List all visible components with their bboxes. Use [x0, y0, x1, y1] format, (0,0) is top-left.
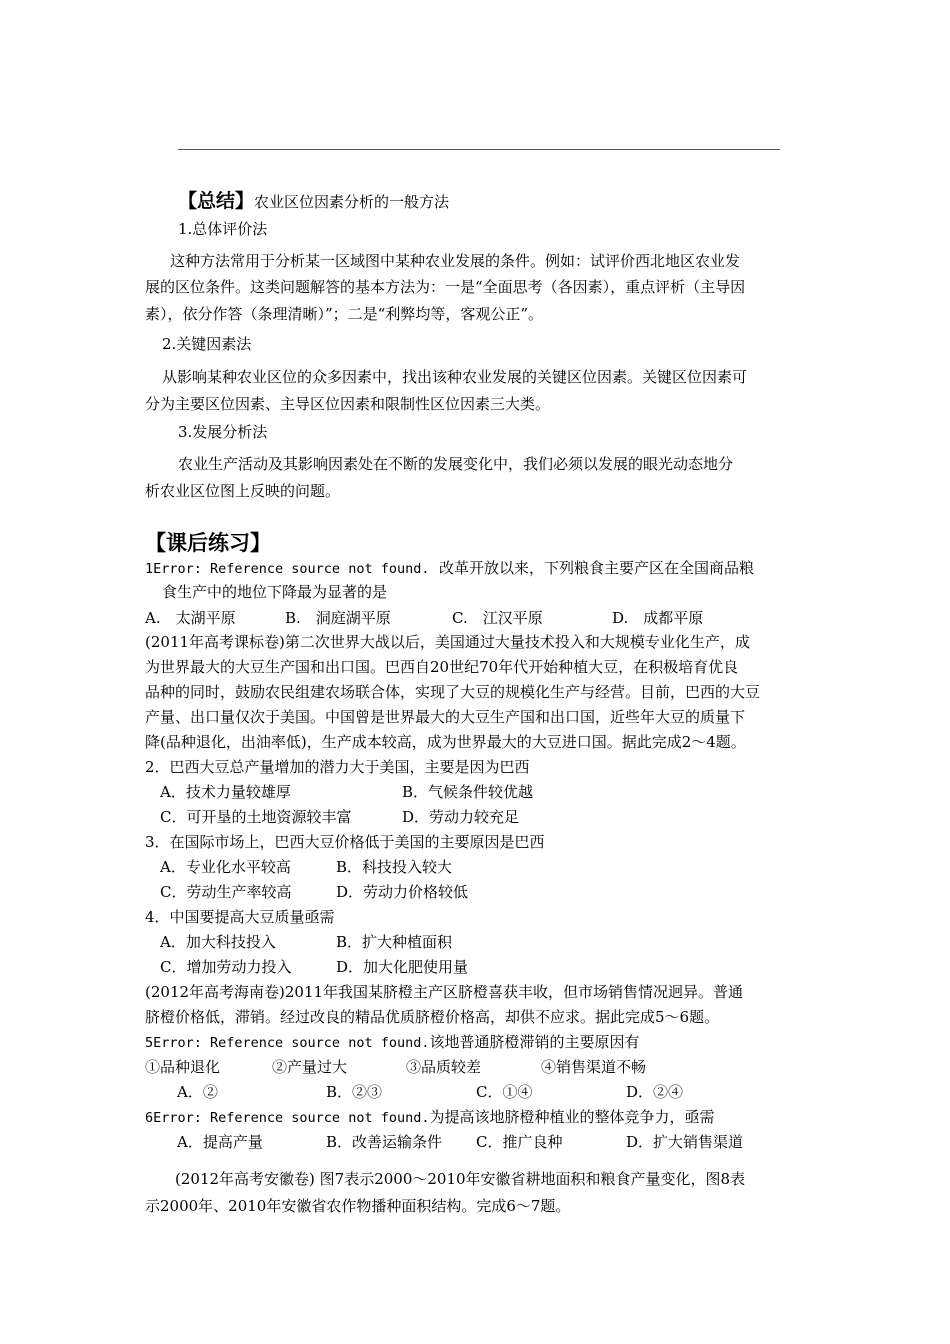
passage1-line: (2011年高考课标卷)第二次世界大战以后，美国通过大量技术投入和大规模专业化生产，成 — [145, 633, 750, 651]
q6-error-prefix: 6Error: Reference source not found. — [145, 1110, 430, 1126]
q5-option-d: D．②④ — [626, 1083, 684, 1101]
question-4: 4．中国要提高大豆质量亟需 — [145, 908, 335, 926]
passage1-line: 降(品种退化，出油率低)，生产成本较高，成为世界最大的大豆进口国。据此完成2～4题。 — [145, 733, 746, 751]
q4-option-a: A．加大科技投入 — [160, 933, 276, 951]
q5-item-1: ①品种退化 — [145, 1058, 221, 1076]
method1-title: 1.总体评价法 — [178, 220, 268, 238]
q5-error-prefix: 5Error: Reference source not found. — [145, 1035, 430, 1051]
question-3: 3．在国际市场上，巴西大豆价格低于美国的主要原因是巴西 — [145, 833, 545, 851]
q4-option-d: D．加大化肥使用量 — [336, 958, 469, 976]
q5-item-2: ②产量过大 — [272, 1058, 348, 1076]
q1-text-cont: 食生产中的地位下降最为显著的是 — [162, 583, 388, 601]
method2-title: 2.关键因素法 — [162, 335, 252, 353]
header-rule — [178, 149, 780, 150]
method1-line: 这种方法常用于分析某一区域图中某种农业发展的条件。例如：试评价西北地区农业发 — [170, 252, 741, 270]
question-1 — [145, 557, 754, 579]
question-5 — [145, 1031, 640, 1053]
q5-option-b: B．②③ — [326, 1083, 383, 1101]
q2-option-d: D．劳动力较充足 — [402, 808, 520, 826]
q6-text: 为提高该地脐橙种植业的整体竞争力，亟需 — [429, 1108, 715, 1126]
q5-option-a: A．② — [177, 1083, 218, 1101]
q1-option-c: C. 江汉平原 — [452, 609, 543, 627]
passage3-line: 示2000年、2010年安徽省农作物播种面积结构。完成6～7题。 — [145, 1197, 571, 1215]
passage1-line: 为世界最大的大豆生产国和出口国。巴西自20世纪70年代开始种植大豆，在积极培育优良 — [145, 658, 739, 676]
q5-item-4: ④销售渠道不畅 — [541, 1058, 647, 1076]
q1-text: 改革开放以来，下列粮食主要产区在全国商品粮 — [439, 559, 755, 577]
q3-option-c: C．劳动生产率较高 — [160, 883, 292, 901]
q6-option-d: D．扩大销售渠道 — [626, 1133, 744, 1151]
passage1-line: 品种的同时，鼓励农民组建农场联合体，实现了大豆的规模化生产与经营。目前，巴西的大豆 — [145, 683, 761, 701]
summary-heading — [178, 190, 449, 212]
q2-option-a: A．技术力量较雄厚 — [160, 783, 291, 801]
passage2-line: (2012年高考海南卷)2011年我国某脐橙主产区脐橙喜获丰收，但市场销售情况迥异。普通 — [145, 983, 744, 1001]
question-2: 2．巴西大豆总产量增加的潜力大于美国，主要是因为巴西 — [145, 758, 530, 776]
passage1-line: 产量、出口量仅次于美国。中国曾是世界最大的大豆生产国和出口国，近些年大豆的质量下 — [145, 708, 746, 726]
method1-line: 素），依分作答（条理清晰）”；二是“利弊均等，客观公正”。 — [145, 305, 544, 323]
q6-option-b: B．改善运输条件 — [326, 1133, 443, 1151]
q4-option-b: B．扩大种植面积 — [336, 933, 453, 951]
q3-option-b: B．科技投入较大 — [336, 858, 453, 876]
q6-option-c: C．推广良种 — [476, 1133, 563, 1151]
exercise-title: 【课后练习】 — [145, 531, 271, 555]
q2-option-b: B．气候条件较优越 — [402, 783, 534, 801]
passage2-line: 脐橙价格低，滞销。经过改良的精品优质脐橙价格高，却供不应求。据此完成5～6题。 — [145, 1008, 720, 1026]
q5-option-c: C．①④ — [476, 1083, 533, 1101]
q1-error-prefix: 1Error: Reference source not found. — [145, 561, 430, 577]
method2-line: 从影响某种农业区位的众多因素中，找出该种农业发展的关键区位因素。关键区位因素可 — [162, 368, 748, 386]
q6-option-a: A．提高产量 — [177, 1133, 263, 1151]
q5-item-3: ③品质较差 — [406, 1058, 482, 1076]
passage3-line: (2012年高考安徽卷) 图7表示2000～2010年安徽省耕地面积和粮食产量变化，图8表 — [175, 1170, 746, 1188]
q3-option-a: A．专业化水平较高 — [160, 858, 291, 876]
q5-text: 该地普通脐橙滞销的主要原因有 — [429, 1033, 640, 1051]
q1-option-b: B. 洞庭湖平原 — [285, 609, 391, 627]
q4-option-c: C．增加劳动力投入 — [160, 958, 292, 976]
method2-line: 分为主要区位因素、主导区位因素和限制性区位因素三大类。 — [145, 395, 551, 413]
q3-option-d: D．劳动力价格较低 — [336, 883, 469, 901]
summary-subtitle: 农业区位因素分析的一般方法 — [254, 193, 450, 211]
question-6 — [145, 1106, 715, 1128]
q1-option-a: A. 太湖平原 — [145, 609, 236, 627]
q2-option-c: C．可开垦的土地资源较丰富 — [160, 808, 352, 826]
summary-bracket-title: 【总结】 — [178, 190, 255, 212]
q1-option-d: D. 成都平原 — [612, 609, 704, 627]
method3-title: 3.发展分析法 — [178, 423, 268, 441]
method3-line: 析农业区位图上反映的问题。 — [145, 482, 341, 500]
method1-line: 展的区位条件。这类问题解答的基本方法为：一是“全面思考（各因素），重点评析（主导因 — [145, 278, 746, 296]
method3-line: 农业生产活动及其影响因素处在不断的发展变化中，我们必须以发展的眼光动态地分 — [178, 455, 734, 473]
